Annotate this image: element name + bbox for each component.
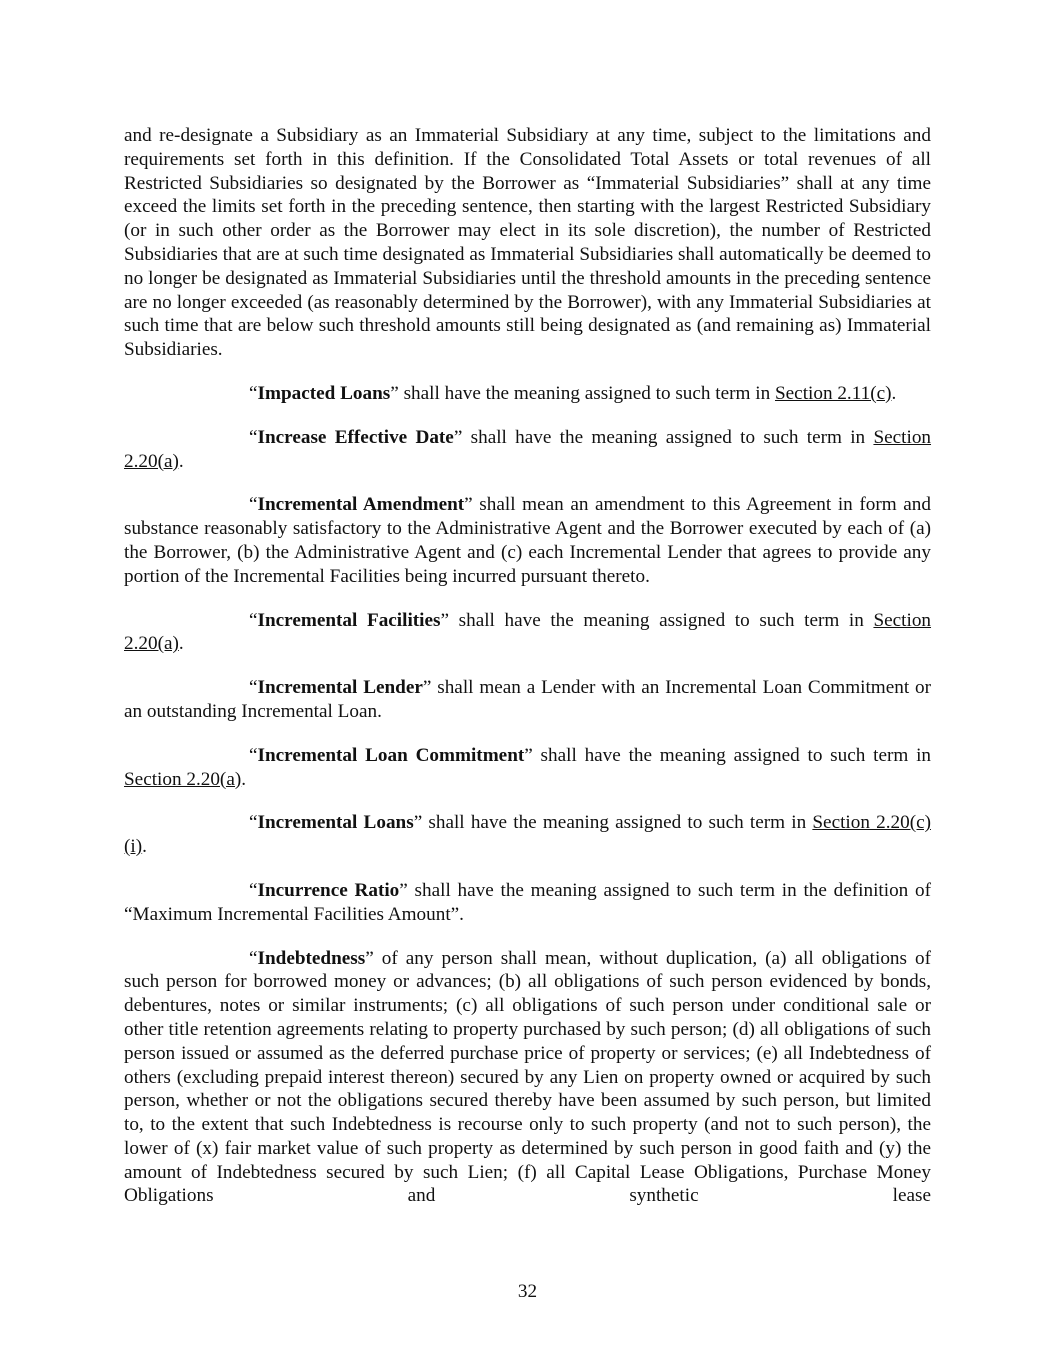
- definition-tail: .: [891, 382, 897, 404]
- definition-tail: .: [241, 768, 247, 790]
- section-reference: Section 2.20(a): [124, 426, 932, 472]
- intro-paragraph: and re-designate a Subsidiary as an Immaterial Subsidiary at any time, subject to the limitations and requirements set forth in this definition. If the Consolidated Total Assets or total revenues of all Restricted Subsidiaries so designated by the Borrower as “Immaterial Subsidiaries” shall at any time exceed the limits set forth in the preceding sentence, then starting with the largest Restricted Subsidiary (or in such other order as the Borrower may elect in its sole discretion), the number of Restricted Subsidiaries that are at such time designated as Immaterial Subsidiaries shall automatically be deemed to no longer be designated as Immaterial Subsidiaries until the threshold amounts in the preceding sentence are no longer exceeded (as reasonably determined by the Borrower), with any Immaterial Subsidiaries at such time that are below such threshold amounts still being designated as (and remaining as) Immaterial Subsidiaries.: [124, 125, 931, 361]
- definition-incremental-amendment: “Incremental Amendment” shall mean an amendment to this Agreement in form and substance reasonably satisfactory to the Administrative Agent and the Borrower executed by each of (a) the Borrower, (b) the Administrative Agent and (c) each Incremental Lender that agrees to provide any portion of the Incremental Facilities being incurred pursuant thereto.: [124, 494, 931, 587]
- definition-text: ” shall have the meaning assigned to such term in: [524, 744, 931, 766]
- document-page: [124, 124, 931, 1228]
- defined-term: Incurrence Ratio: [257, 879, 400, 901]
- section-reference: Section 2.20(c)(i): [124, 812, 931, 858]
- definition-tail: .: [178, 450, 184, 472]
- definition-text: ” shall have the meaning assigned to such term in: [453, 426, 874, 448]
- definition-incurrence-ratio: “Incurrence Ratio” shall have the meaning assigned to such term in the definition of “Maximum Incremental Facilities Amount”.: [124, 879, 931, 925]
- definition-text: ” shall mean an amendment to this Agreement in form and substance reasonably satisfactory to the Administrative Agent and the Borrower executed by each of (a) the Borrower, (b) the Administrative Agent and (c) each Incremental Lender that agrees to provide any portion of the Incremental Facilities being incurred pursuant thereto.: [124, 494, 931, 587]
- definition-increase-effective-date: “Increase Effective Date” shall have the meaning assigned to such term in Section 2.20(a).: [124, 426, 932, 472]
- definition-text: ” shall mean a Lender with an Incremental Loan Commitment or an outstanding Incremental Loan.: [124, 677, 931, 722]
- section-reference: Section 2.11(c): [774, 382, 892, 404]
- definition-indebtedness: “Indebtedness” of any person shall mean, without duplication, (a) all obligations of such person for borrowed money or advances; (b) all obligations of such person evidenced by bonds, debentures, notes or similar instruments; (c) all obligations of such person under conditional sale or other title retention agreements relating to property purchased by such person; (d) all obligations of such person issued or assumed as the deferred purchase price of property or services; (e) all Indebtedness of others (excluding prepaid interest thereon) secured by any Lien on property owned or acquired by such person, whether or not the obligations secured thereby have been assumed by such person, but limited to, to the extent that such Indebtedness is recourse only to such property (and not to such person), the lower of (x) fair market value of such property as determined by such person in good faith and (y) the amount of Indebtedness secured by such Lien; (f) all Capital Lease Obligations, Purchase Money Obligations and synthetic lease: [124, 947, 931, 1207]
- defined-term: Impacted Loans: [257, 382, 391, 404]
- definition-text: ” shall have the meaning assigned to such term in the definition of “Maximum Incremental Facilities Amount”.: [124, 879, 931, 925]
- section-reference: Section 2.20(a): [124, 609, 932, 655]
- definition-tail: .: [142, 836, 147, 858]
- definition-tail: .: [178, 633, 184, 655]
- defined-term: Incremental Lender: [257, 677, 423, 699]
- page-number: 32: [517, 1281, 538, 1302]
- defined-term: Incremental Loan Commitment: [257, 744, 525, 766]
- definition-text: ” of any person shall mean, without duplication, (a) all obligations of such person for borrowed money or advances; (b) all obligations of such person evidenced by bonds, debentures, notes or similar instruments; (c) all obligations of such person under conditional sale or other title retention agreements relating to property purchased by such person; (d) all obligations of such person issued or assumed as the deferred purchase price of property or services; (e) all Indebtedness of others (excluding prepaid interest thereon) secured by any Lien on property owned or acquired by such person, whether or not the obligations secured thereby have been assumed by such person, but limited to, to the extent that such Indebtedness is recourse only to such property (and not to such person), the lower of (x) fair market value of such property as determined by such person in good faith and (y) the amount of Indebtedness secured by such Lien; (f) all Capital Lease Obligations, Purchase Money Obligations and synthetic lease: [124, 947, 931, 1207]
- definition-text: ” shall have the meaning assigned to such term in: [390, 382, 775, 404]
- defined-term: Increase Effective Date: [257, 426, 454, 448]
- definition-incremental-loans: “Incremental Loans” shall have the meaning assigned to such term in Section 2.20(c)(i).: [124, 812, 931, 858]
- defined-term: Incremental Facilities: [257, 609, 441, 631]
- defined-term: Indebtedness: [257, 947, 366, 969]
- defined-term: Incremental Amendment: [257, 494, 465, 516]
- definition-incremental-lender: “Incremental Lender” shall mean a Lender with an Incremental Loan Commitment or an outstanding Incremental Loan.: [124, 677, 931, 722]
- definition-text: ” shall have the meaning assigned to such term in: [440, 609, 874, 631]
- section-reference: Section 2.20(a): [124, 768, 242, 790]
- definition-text: ” shall have the meaning assigned to such term in: [413, 812, 813, 834]
- defined-term: Incremental Loans: [257, 812, 414, 834]
- definition-incremental-facilities: “Incremental Facilities” shall have the meaning assigned to such term in Section 2.20(a).: [124, 609, 932, 655]
- definition-incremental-loan-commitment: “Incremental Loan Commitment” shall have the meaning assigned to such term in Section 2.20(a).: [124, 744, 931, 790]
- definition-impacted-loans: “Impacted Loans” shall have the meaning assigned to such term in Section 2.11(c).: [249, 382, 897, 404]
